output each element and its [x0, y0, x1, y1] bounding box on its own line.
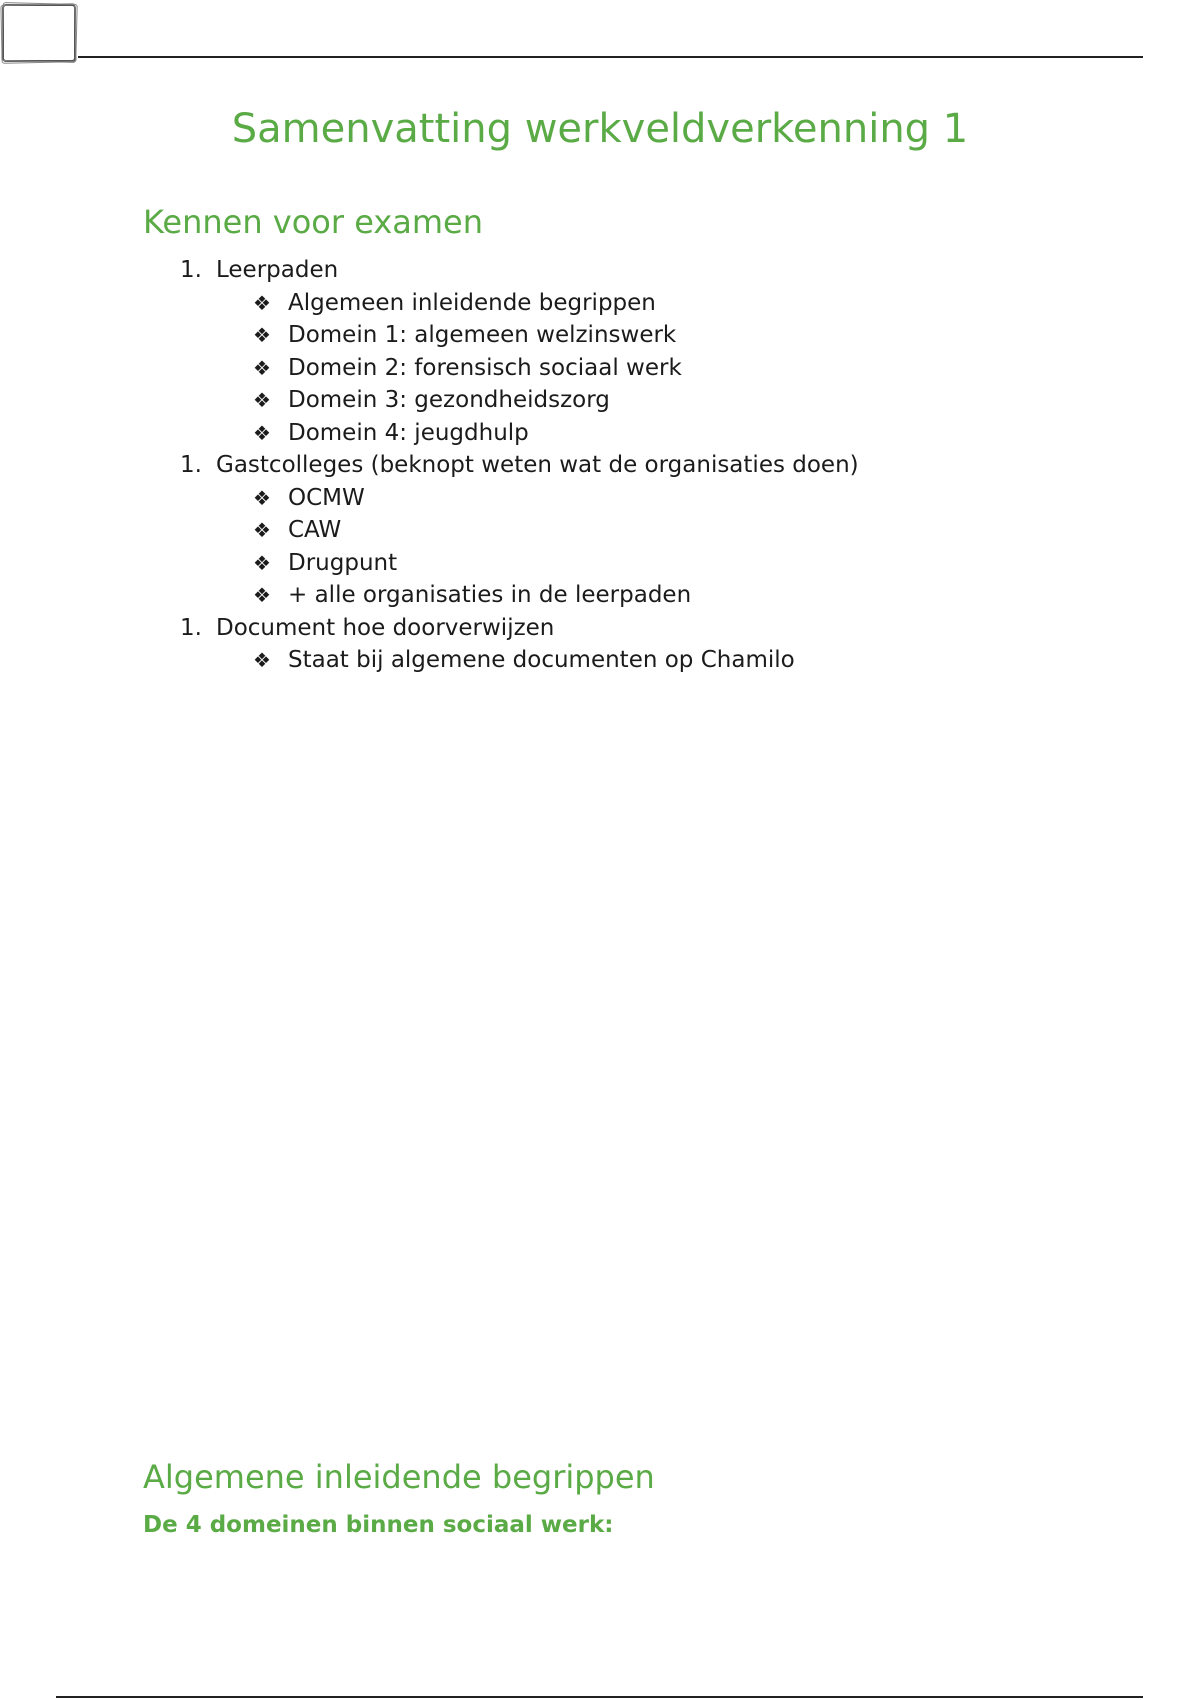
sub-list-item [0, 319, 1200, 352]
diamond-bullet-icon: ❖ [253, 648, 271, 672]
sub-list-item-label: Staat bij algemene documenten op Chamilo [288, 647, 795, 673]
sub-list-item [0, 579, 1200, 612]
sub-list-item-label: Domein 4: jeugdhulp [288, 419, 529, 446]
diamond-bullet-icon: ❖ [253, 388, 271, 412]
sub-list [0, 644, 1200, 677]
sub-list-item [0, 287, 1200, 320]
sub-list [0, 482, 1200, 612]
list-item-label: Document hoe doorverwijzen [216, 614, 555, 641]
sub-list-item [0, 417, 1200, 450]
list-item [0, 449, 1200, 612]
diamond-bullet-icon: ❖ [253, 355, 271, 380]
diamond-bullet-icon: ❖ [253, 485, 271, 510]
list-number: 1. [180, 257, 202, 283]
sub-list-item-label: + alle organisaties in de leerpaden [288, 582, 692, 608]
sub-list-item-label: Drugpunt [288, 549, 398, 576]
subheading-domains: De 4 domeinen binnen sociaal werk: [143, 1512, 614, 1538]
list-item-label: Gastcolleges (beknopt weten wat de organisaties doen) [216, 452, 859, 478]
sub-list-item-label: Domein 1: algemeen welzinswerk [288, 322, 677, 348]
list-item-document [0, 612, 1200, 645]
list-item-gastcolleges [0, 449, 1200, 482]
diamond-bullet-icon: ❖ [253, 420, 271, 445]
sub-list-item [0, 644, 1200, 677]
exam-list [0, 254, 1200, 677]
sub-list-item [0, 547, 1200, 580]
sub-list-item-label: OCMW [288, 484, 365, 511]
diamond-bullet-icon: ❖ [253, 550, 271, 575]
sub-list-item-label: CAW [288, 517, 342, 543]
header-square-icon [2, 4, 76, 62]
sub-list-item-label: Domein 2: forensisch sociaal werk [288, 354, 682, 381]
sub-list-item [0, 482, 1200, 515]
sub-list-item-label: Algemeen inleidende begrippen [288, 289, 656, 316]
section-heading-intro: Algemene inleidende begrippen [143, 1458, 655, 1496]
diamond-bullet-icon: ❖ [253, 518, 271, 542]
section-heading-exam: Kennen voor examen [143, 203, 484, 241]
diamond-bullet-icon: ❖ [253, 323, 271, 347]
list-item [0, 612, 1200, 677]
sub-list-item [0, 352, 1200, 385]
sub-list-item [0, 384, 1200, 417]
header-rule [78, 56, 1143, 58]
list-item-label: Leerpaden [216, 257, 339, 283]
document-title: Samenvatting werkveldverkenning 1 [231, 106, 969, 152]
list-number: 1. [180, 452, 202, 478]
diamond-bullet-icon: ❖ [253, 290, 271, 315]
sub-list-item [0, 514, 1200, 547]
sub-list-item-label: Domein 3: gezondheidszorg [288, 387, 610, 413]
diamond-bullet-icon: ❖ [253, 583, 271, 607]
footer-rule [56, 1696, 1143, 1698]
list-item [0, 254, 1200, 449]
list-number: 1. [180, 614, 202, 641]
list-item-leerpaden [0, 254, 1200, 287]
sub-list [0, 287, 1200, 450]
